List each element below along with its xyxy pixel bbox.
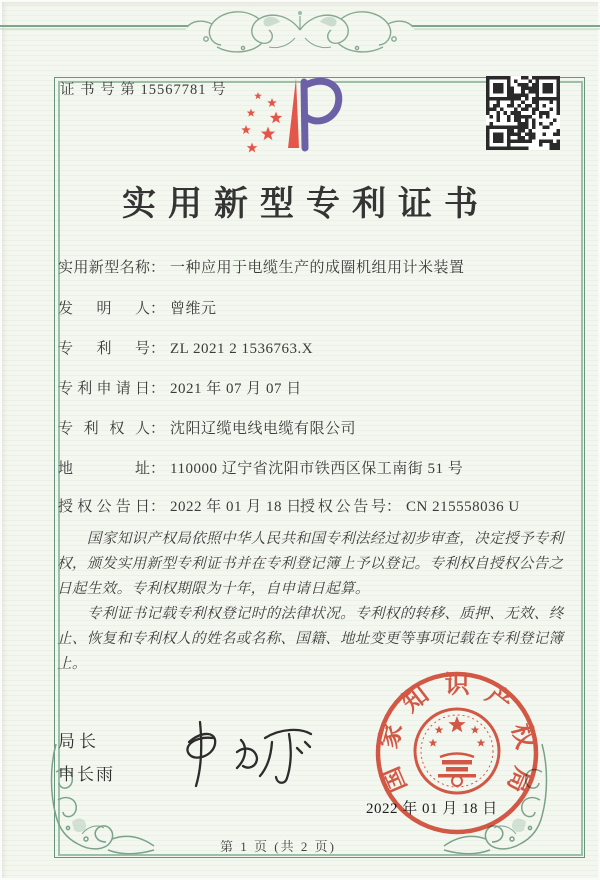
top-flourish-ornament	[0, 0, 600, 60]
field-row-inventor: 发明人： 曾维元	[58, 297, 576, 319]
certificate-title: 实用新型专利证书	[122, 186, 490, 223]
field-label: 地址	[58, 461, 150, 477]
director-name: 申长雨	[58, 765, 115, 784]
cnipa-official-seal	[362, 665, 552, 850]
certificate-number: 证 书 号 第 15567781 号	[60, 82, 227, 98]
svg-text:国家知识产权局	[375, 671, 540, 797]
field-row-patentee: 专利权人： 沈阳辽缆电线电缆有限公司	[58, 417, 576, 439]
field-row-patent-number: 专利号： ZL 2021 2 1536763.X	[58, 337, 576, 359]
director-signature-handwriting	[145, 700, 340, 795]
field-value: 2022 年 01 月 18 日	[170, 499, 302, 515]
field-row-filing-date: 专利申请日： 2021 年 07 月 07 日	[58, 377, 576, 399]
field-label: 专利申请日	[58, 381, 150, 397]
field-row-invention-name: 实用新型名称： 一种应用于电缆生产的成圈机组用计米装置	[58, 256, 576, 278]
cnipa-logo-icon	[233, 70, 368, 170]
field-value: 沈阳辽缆电线电缆有限公司	[170, 421, 357, 437]
field-label: 专利号	[58, 341, 150, 357]
field-value: 110000 辽宁省沈阳市铁西区保工南街 51 号	[170, 461, 464, 477]
field-value: 曾维元	[170, 301, 217, 317]
field-label: 授权公告日	[58, 499, 150, 515]
seal-text: 国家知识产权局	[375, 671, 539, 797]
legal-paragraph-1: 国家知识产权局依照中华人民共和国专利法经过初步审查，决定授予专利权，颁发实用新型专利证书并在专利登记簿上予以登记。专利权自授权公告之日起生效。专利权期限为十年，自申请日起算。	[57, 531, 564, 597]
field-value: 一种应用于电缆生产的成圈机组用计米装置	[170, 260, 465, 276]
legal-paragraph-2: 专利证书记载专利权登记时的法律状况。专利权的转移、质押、无效、终止、恢复和专利权人的姓名或名称、国籍、地址变更等事项记载在专利登记簿上。	[57, 606, 564, 672]
field-label: 发明人	[58, 301, 150, 317]
field-value: CN 215558036 U	[406, 499, 520, 515]
field-value: 2021 年 07 月 07 日	[170, 381, 302, 397]
field-row-grant: 授权公告日： 2022 年 01 月 18 日 授权公告号： CN 215558036 U	[58, 495, 576, 517]
footer-page-info: 第 1 页 (共 2 页)	[220, 839, 336, 854]
field-label: 授权公告号	[300, 499, 386, 515]
director-title: 局长	[58, 732, 100, 751]
qr-code	[486, 76, 560, 150]
grant-date-under-seal: 2022 年 01 月 18 日	[366, 801, 498, 817]
field-value: ZL 2021 2 1536763.X	[170, 341, 314, 357]
field-row-address: 地址： 110000 辽宁省沈阳市铁西区保工南街 51 号	[58, 457, 576, 479]
field-label: 实用新型名称	[58, 260, 150, 276]
field-grant-number: 授权公告号： CN 215558036 U	[300, 495, 520, 516]
legal-text-block	[57, 527, 564, 677]
field-label: 专利权人	[58, 421, 150, 437]
